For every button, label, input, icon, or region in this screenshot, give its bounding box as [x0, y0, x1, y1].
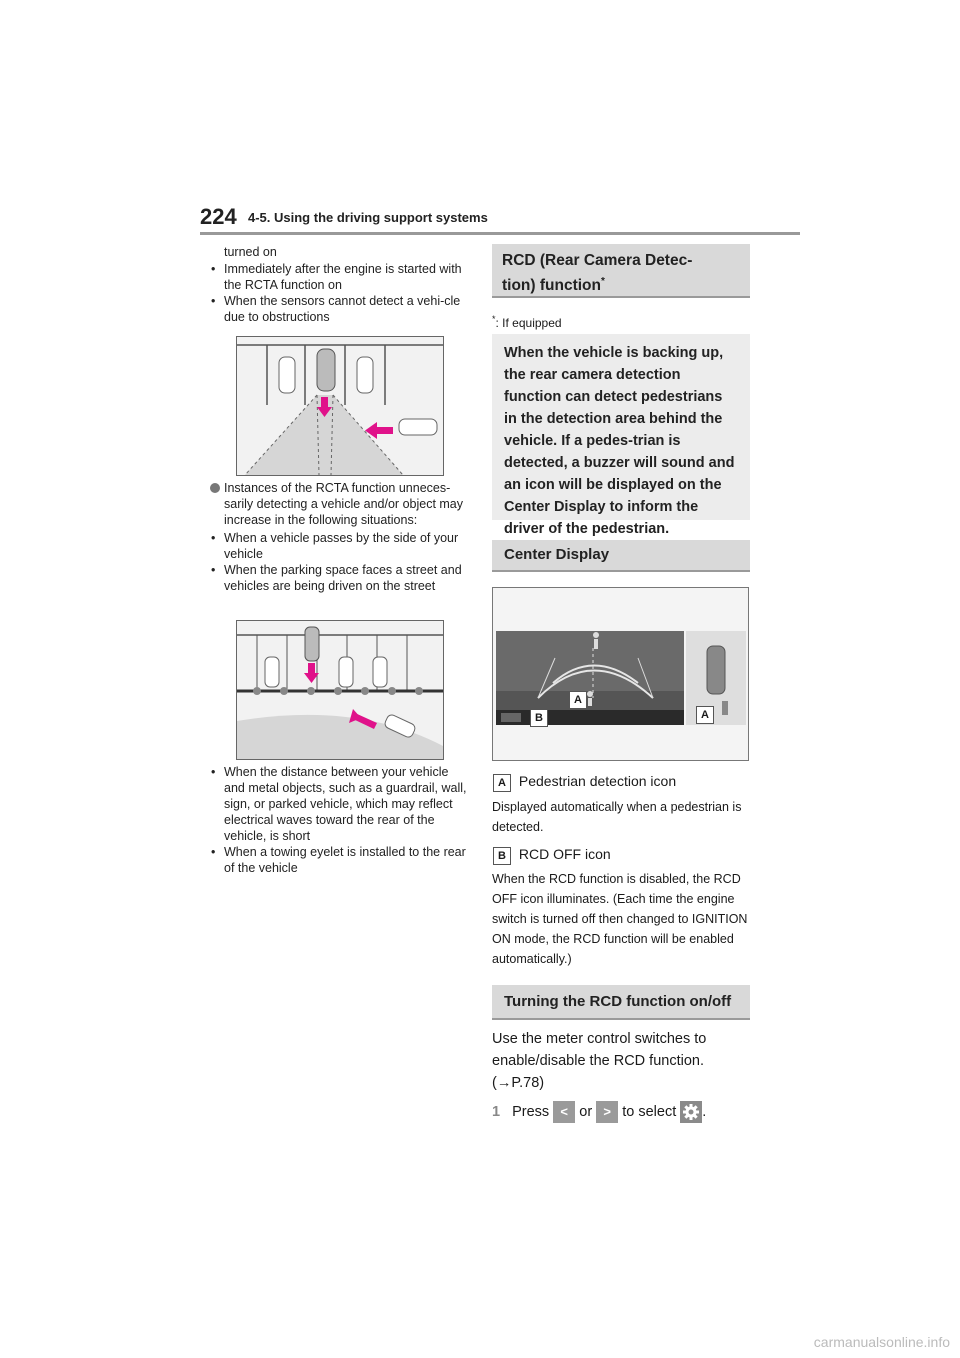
step-number: 1 — [492, 1104, 501, 1120]
item-a-title: Pedestrian detection icon — [518, 773, 677, 789]
left-arrow-icon: < — [553, 1101, 575, 1123]
center-display-image — [493, 588, 748, 760]
gear-icon — [680, 1101, 702, 1123]
note-bullet-icon — [210, 483, 220, 493]
right-arrow-icon: > — [596, 1101, 618, 1123]
onoff-text: Use the meter control switches to enable/disable the RCD function. — [492, 1031, 707, 1069]
bullet-list-2 — [208, 530, 466, 594]
section-title: 4-5. Using the driving support systems — [248, 210, 488, 225]
footnote — [492, 314, 562, 330]
center-display-screenshot — [492, 587, 749, 761]
street-diagram — [237, 621, 443, 759]
illustration-rcta-parking — [236, 336, 444, 476]
onoff-text-block — [492, 1028, 750, 1094]
page-number: 224 — [200, 204, 237, 229]
rcd-heading-line2: tion) function — [502, 277, 601, 295]
item-b-title-row — [493, 846, 611, 865]
step-press: Press — [512, 1104, 550, 1120]
step-to-select: to select — [622, 1104, 677, 1120]
bullet-item: • When a vehicle passes by the side of your vehicle — [208, 530, 466, 562]
watermark: carmanualsonline.info — [813, 1334, 950, 1350]
illustration-street-parking — [236, 620, 444, 760]
screen-label-a: A — [569, 691, 587, 709]
center-display-heading: Center Display — [492, 540, 750, 572]
parking-lot-diagram — [237, 337, 443, 475]
step-end: . — [702, 1104, 707, 1120]
rcd-heading — [492, 244, 750, 298]
screen-label-b: B — [530, 709, 548, 727]
footnote-text: : If equipped — [495, 316, 562, 330]
item-a-desc: Displayed automatically when a pedestrian is detected. — [492, 800, 742, 834]
step-or: or — [579, 1104, 593, 1120]
item-b-title: RCD OFF icon — [518, 846, 611, 862]
item-a-label: A — [493, 774, 511, 792]
bullet-item: • When a towing eyelet is installed to the rear of the vehicle — [208, 844, 468, 876]
rcd-intro: When the vehicle is backing up, the rear camera detection function can detect pedestrians in the detection area behind the vehicle. If a pedes-trian is detected, a buzzer will sound and an icon will be displayed on the Center Display to inform the driver of the pedestrian. — [492, 334, 750, 520]
item-b-desc: When the RCD function is disabled, the RCD OFF icon illuminates. (Each time the engine switch is turned off then changed to IGNITION ON mode, the RCD function will be enabled automatically.) — [492, 872, 748, 966]
onoff-ref: (→P.78) — [492, 1075, 545, 1091]
onoff-heading: Turning the RCD function on/off — [492, 985, 750, 1020]
bullet-item: • When the sensors cannot detect a vehi-cle due to obstructions — [208, 293, 464, 325]
asterisk: * — [601, 276, 605, 287]
bullet-item: • Immediately after the engine is started with the RCTA function on — [208, 261, 464, 293]
bullet-list-1 — [208, 261, 464, 325]
screen-label-a: A — [696, 706, 714, 724]
footnote-mark: * — [492, 314, 496, 324]
bullet-item: • When the distance between your vehicle and metal objects, such as a guardrail, wall, sign, or parked vehicle, which may reflect electrical waves toward the rear of the vehicle, is short — [208, 764, 468, 844]
rcd-heading-line1: RCD (Rear Camera Detec- — [502, 252, 693, 269]
header-rule — [200, 232, 800, 235]
note-text: Instances of the RCTA function unneces-sarily detecting a vehicle and/or object may increase in the following situations: — [224, 481, 464, 527]
item-a-title-row — [493, 773, 676, 792]
bullet-list-3 — [208, 764, 468, 876]
bullet-item: • When the parking space faces a street and vehicles are being driven on the street — [208, 562, 466, 594]
note-rcta-unnecessary — [210, 480, 466, 528]
continued-text: turned on — [224, 245, 277, 259]
item-b-label: B — [493, 847, 511, 865]
step-1 — [492, 1100, 706, 1124]
